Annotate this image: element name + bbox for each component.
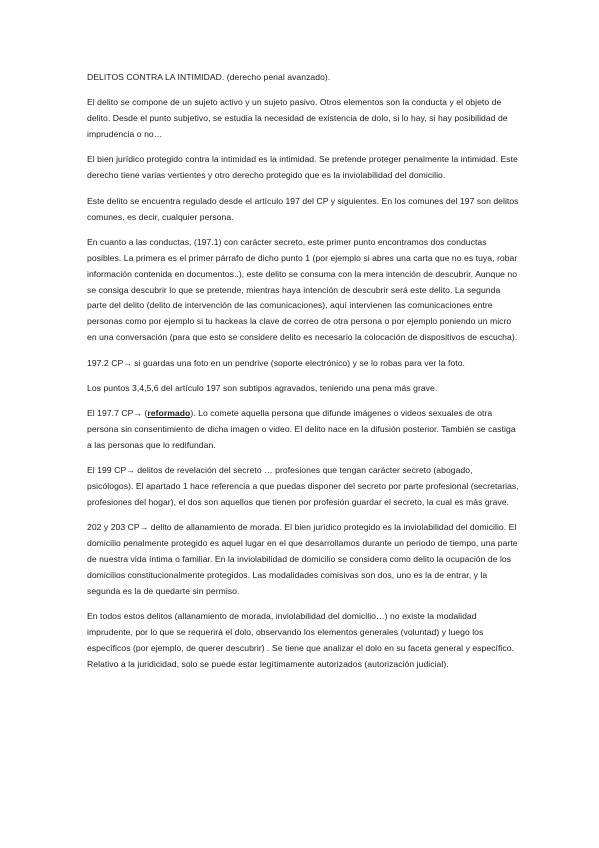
document-title: DELITOS CONTRA LA INTIMIDAD. (derecho penal avanzado). <box>87 72 331 82</box>
text-197-7-after: ). Lo comete aquella persona que difunde imágenes o videos sexuales de otra persona sin consentimiento de dicha imagen o video. El delito nace en la difusión posterior. También se castiga a las personas que lo redifundan. <box>87 408 516 450</box>
paragraph-elementos-delito: El delito se compone de un sujeto activo y un sujeto pasivo. Otros elementos son la conducta y el objeto de delito. Desde el punto subjetivo, se estudia la necesidad de existencia de dolo, si lo hay, si hay posibilidad de imprudencia o no… <box>87 97 508 140</box>
text-197-7-before: El 197.7 CP→ ( <box>87 408 148 419</box>
reformado-underlined: reformado <box>147 408 191 419</box>
paragraph-197-2: 197.2 CP→ si guardas una foto en un pendrive (soporte electrónico) y se lo robas para ver la foto. <box>87 357 465 368</box>
paragraph-conductas: En cuanto a las conductas, (197.1) con carácter secreto, este primer punto encontramos dos conductas posibles. La primera es el primer párrafo de dicho punto 1 (por ejemplo si abres una carta que no es tuya, robar información contenida en documentos..), este delito se consuma con la mera intención de descubrir. Aunque no se consiga descubrir lo que se pretende, mientras haya intención de descubrir será este delito. La segunda parte del delito (delito de intervención de las comunicaciones), aquí intervienen las comunicaciones entre personas como por ejemplo si tu hackeas la clave de correo de otra persona o por ejemplo poniendo un micro en una conversación (para que esto se considere delito es necesario la colocación de dispositivos de escucha). <box>87 236 518 343</box>
paragraph-allanamiento: 202 y 203 CP→ delito de allanamiento de morada. El bien jurídico protegido es la inviolabilidad del domicilio. El domicilio penalmente protegido es aquel lugar en el que desarrollamos durante un periodo de tiempo, una parte de nuestra vida íntima o familiar. En la inviolabilidad de domicilio se considera como delito la ocupación de los domicilios constitucionalmente protegidos. Las modalidades comisivas son dos, uno es la de entrar, y la segunda es la de quedarte sin permiso. <box>87 522 518 596</box>
paragraph-dolo: En todos estos delitos (allanamiento de morada, inviolabilidad del domicilio…) no existe la modalidad imprudente, por lo que se requerirá el dolo, observando los elementos generales (voluntad) y luego los específicos (por ejemplo, de querer descubrir) . Se tiene que analizar el dolo en su faceta general y específico. Relativo a la juridicidad, solo se puede estar legítimamente autorizados (autorización judicial). <box>87 611 514 669</box>
paragraph-197-7 <box>87 406 519 454</box>
paragraph-subtipos-agravados: Los puntos 3,4,5,6 del artículo 197 son subtipos agravados, teniendo una pena más grave. <box>87 382 438 393</box>
document-body <box>87 70 519 682</box>
paragraph-199: El 199 CP→ delitos de revelación del secreto … profesiones que tengan carácter secreto (abogado, psicólogos). El apartado 1 hace referencia a que puedas disponer del secreto por parte profesional (secretarias, profesiones del hogar), el dos son aquellos que tienen por profesión guardar el secreto, la cual es más grave. <box>87 465 519 508</box>
paragraph-bien-juridico: El bien jurídico protegido contra la intimidad es la intimidad. Se pretende proteger penalmente la intimidad. Este derecho tiene varias vertientes y otro derecho protegido que es la inviolabilidad del domicilio. <box>87 154 518 181</box>
paragraph-regulacion: Este delito se encuentra regulado desde el artículo 197 del CP y siguientes. En los comunes del 197 son delitos comunes, es decir, cualquier persona. <box>87 195 519 222</box>
